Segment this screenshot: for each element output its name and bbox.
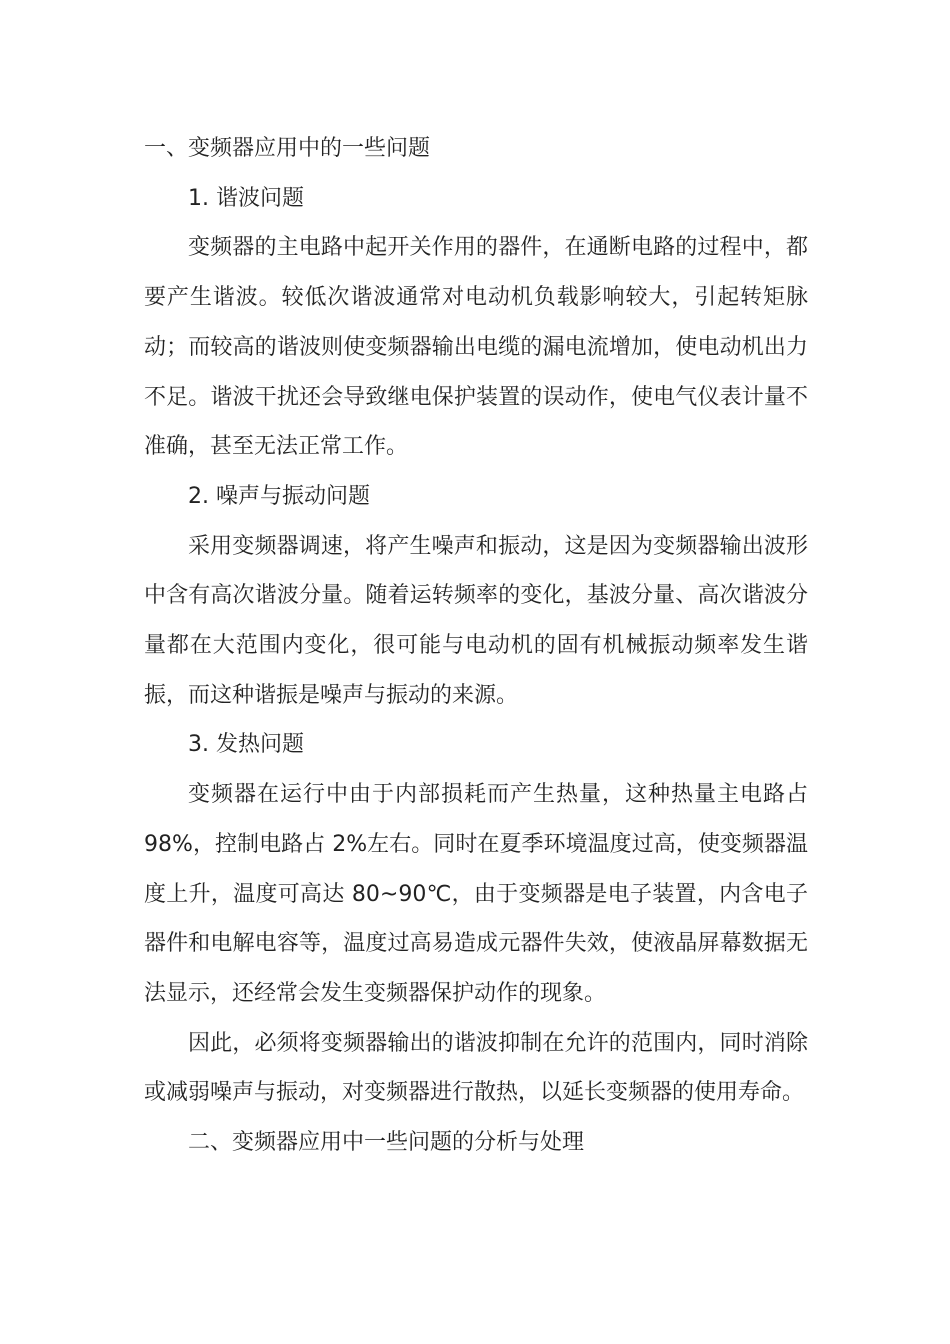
paragraph-heating: 变频器在运行中由于内部损耗而产生热量，这种热量主电路占98%，控制电路占 2%左右。同时在夏季环境温度过高，使变频器温度上升，温度可高达 80~90℃，由于变频器是电子装置，内含电子器件和电解电容等，温度过高易造成元器件失效，使液晶屏幕数据无法显示，还经常会发生变频器保护动作的现象。: [144, 782, 808, 1006]
paragraph-harmonics: 变频器的主电路中起开关作用的器件，在通断电路的过程中，都要产生谐波。较低次谐波通常对电动机负载影响较大，引起转矩脉动；而较高的谐波则使变频器输出电缆的漏电流增加，使电动机出力不足。谐波干扰还会导致继电保护装置的误动作，使电气仪表计量不准确，甚至无法正常工作。: [144, 235, 808, 460]
subsection-title-noise-vibration: 2. 噪声与振动问题: [188, 483, 370, 509]
section-heading-1: 一、变频器应用中的一些问题: [144, 136, 431, 161]
subsection-title-harmonics: 1. 谐波问题: [188, 185, 304, 211]
paragraph-noise-vibration: 采用变频器调速，将产生噪声和振动，这是因为变频器输出波形中含有高次谐波分量。随着运转频率的变化，基波分量、高次谐波分量都在大范围内变化，很可能与电动机的固有机械振动频率发生谐振，而这种谐振是噪声与振动的来源。: [144, 533, 808, 708]
section-heading-2: 二、变频器应用中一些问题的分析与处理: [188, 1130, 585, 1156]
document-body: [144, 124, 808, 1168]
paragraph-conclusion: 因此，必须将变频器输出的谐波抑制在允许的范围内，同时消除或减弱噪声与振动，对变频器进行散热，以延长变频器的使用寿命。: [144, 1030, 808, 1106]
subsection-title-heating: 3. 发热问题: [188, 732, 304, 758]
